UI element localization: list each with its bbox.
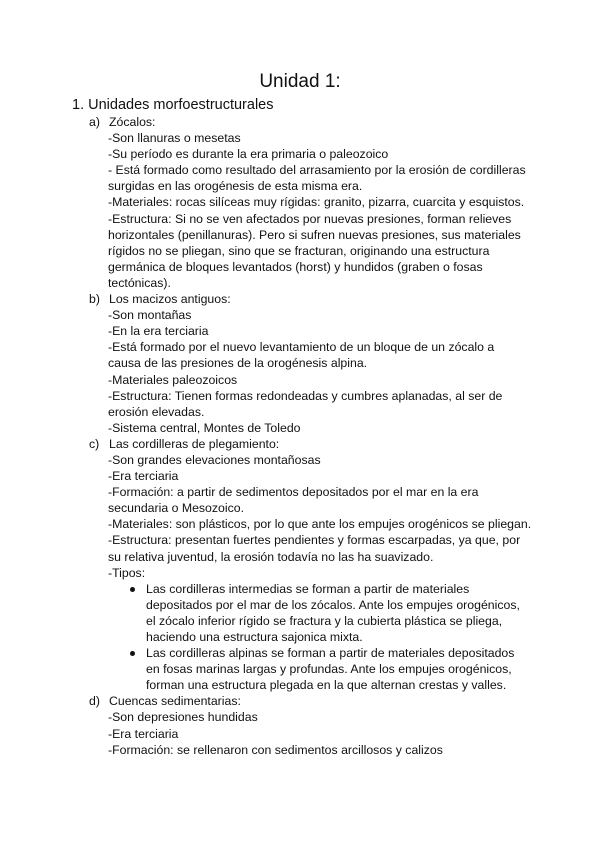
- subsection-marker: c): [89, 436, 100, 451]
- list-item: [0, 484, 600, 516]
- list-item: -Materiales: son plásticos, por lo que ante los empujes orogénicos se pliegan.: [108, 517, 532, 532]
- subsection-title: Cuencas sedimentarias:: [109, 694, 241, 709]
- list-item: [0, 339, 600, 371]
- list-item-text: -Estructura: presentan fuertes pendientes y formas escarpadas, ya que, por su relativa juventud, la erosión todavía no las ha suavizado.: [108, 533, 521, 564]
- list-item: -Son depresiones hundidas: [108, 710, 258, 725]
- subsection-heading-zocalos: [0, 114, 600, 130]
- bullet-dot-icon: [130, 587, 135, 592]
- subsection-marker: a): [89, 115, 100, 129]
- bullet-item: [0, 581, 600, 645]
- list-item-text: -Estructura: Tienen formas redondeadas y cumbres aplanadas, al ser de erosión elevadas.: [108, 388, 503, 419]
- subsection-marker: b): [89, 292, 100, 307]
- section-heading: [72, 96, 274, 114]
- bullet-text: Las cordilleras alpinas se forman a partir de materiales depositados en fosas marinas largas y profundas. Ante los empujes orogénicos, forman una estructura plegada en la que alternan crestas y valles.: [146, 646, 515, 693]
- list-item: -Son montañas: [108, 308, 192, 323]
- list-item: [0, 532, 600, 564]
- subsection-title: Los macizos antiguos:: [109, 292, 231, 307]
- subsection-heading-cordilleras: [0, 436, 600, 452]
- list-item: -En la era terciaria: [108, 324, 209, 339]
- page-title: Unidad 1:: [259, 71, 341, 92]
- list-item: [0, 388, 600, 420]
- section-title: Unidades morfoestructurales: [88, 97, 274, 113]
- subsection-heading-macizos: [0, 291, 600, 307]
- subsection-title: Zócalos:: [109, 115, 156, 129]
- list-item: [0, 211, 600, 291]
- list-item: -Su período es durante la era primaria o paleozoico: [108, 147, 389, 162]
- document-body: [0, 114, 600, 758]
- section-number: 1.: [72, 97, 85, 113]
- list-item: -Era terciaria: [108, 726, 179, 741]
- subsection-heading-cuencas: [0, 693, 600, 709]
- list-item: -Formación: se rellenaron con sedimentos arcillosos y calizos: [108, 742, 443, 757]
- bullet-text: Las cordilleras intermedias se forman a partir de materiales depositados por el mar de los zócalos. Ante los empujes orogénicos, el zócalo inferior rígido se fractura y la cubierta plástica se pliega, haciendo una estructura sajonica mixta.: [146, 581, 520, 644]
- list-item: -Sistema central, Montes de Toledo: [108, 420, 301, 435]
- list-item: -Era terciaria: [108, 469, 179, 484]
- list-item-text: -Formación: a partir de sedimentos depositados por el mar en la era secundaria o Mesozoico.: [108, 485, 479, 516]
- list-item: -Son llanuras o mesetas: [108, 131, 241, 146]
- list-item: [0, 162, 600, 194]
- subsection-title: Las cordilleras de plegamiento:: [109, 436, 280, 451]
- list-item: -Tipos:: [108, 565, 146, 580]
- list-item: -Materiales paleozoicos: [108, 372, 238, 387]
- list-item: -Son grandes elevaciones montañosas: [108, 452, 321, 467]
- bullet-dot-icon: [130, 651, 135, 656]
- list-item-text: -Estructura: Si no se ven afectados por nuevas presiones, forman relieves horizontales (penillanuras). Pero si sufren nuevas presiones, sus materiales rígidos no se pliegan, sino que se fracturan, originando una estructura germánica de bloques levantados (horst) y hundidos (graben o fosas tectónicas).: [108, 211, 521, 290]
- list-item-text: - Está formado como resultado del arrasamiento por la erosión de cordilleras surgidas en las orogénesis de esta misma era.: [108, 163, 526, 194]
- list-item-text: -Está formado por el nuevo levantamiento de un bloque de un zócalo a causa de las presiones de la orogénesis alpina.: [108, 340, 495, 371]
- list-item: -Materiales: rocas silíceas muy rígidas: granito, pizarra, cuarcita y esquistos.: [108, 195, 525, 210]
- subsection-marker: d): [89, 694, 100, 709]
- bullet-item: [0, 645, 600, 693]
